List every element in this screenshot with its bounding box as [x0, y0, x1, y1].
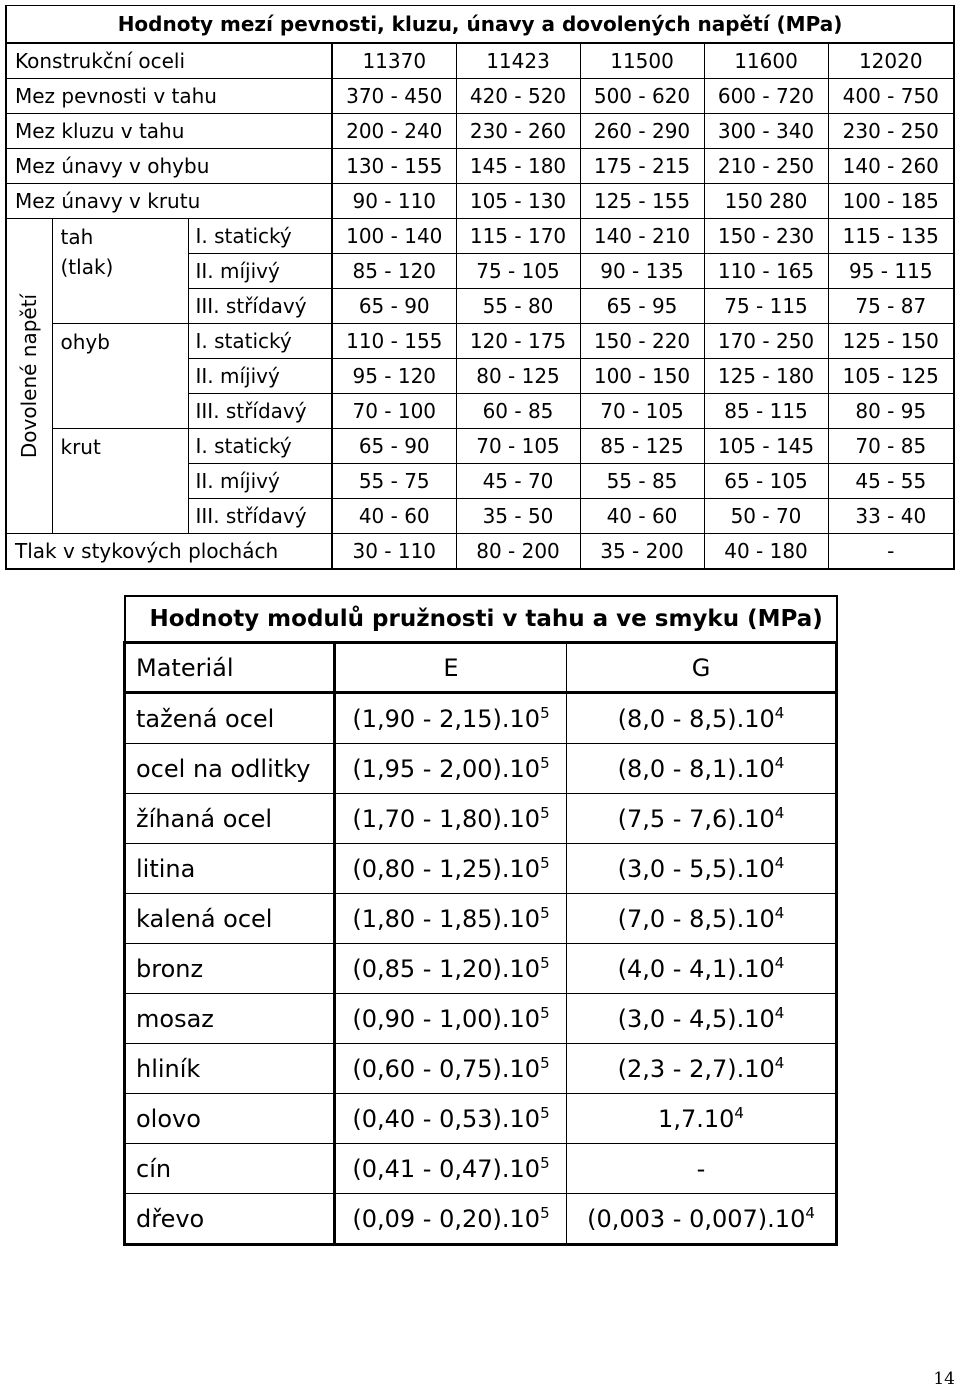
table-cell: 40 - 60: [332, 499, 456, 534]
value-exponent: 4: [774, 953, 785, 972]
value-base: (0,41 - 0,47).10: [352, 1154, 541, 1183]
table-cell: 40 - 180: [704, 534, 828, 570]
table-row: [6, 219, 954, 254]
modulus-g: [567, 794, 837, 844]
load-type-label: [52, 324, 188, 429]
table-row: [6, 149, 954, 184]
table-title-row: [125, 596, 837, 643]
table-row: [6, 429, 954, 464]
header-steel: 12020: [828, 43, 954, 79]
page-number: 14: [933, 1369, 955, 1389]
table-cell: 210 - 250: [704, 149, 828, 184]
table-row: [125, 994, 837, 1044]
table-cell: 125 - 150: [828, 324, 954, 359]
load-level: I. statický: [188, 219, 332, 254]
value-exponent: 4: [774, 803, 785, 822]
value-exponent: 4: [774, 703, 785, 722]
value-exponent: 5: [540, 953, 550, 972]
header-steel: 11370: [332, 43, 456, 79]
value-exponent: 5: [540, 1003, 550, 1022]
value-base: (1,95 - 2,00).10: [352, 754, 541, 783]
table-row: [6, 534, 954, 570]
table-cell: 100 - 185: [828, 184, 954, 219]
modulus-g: [567, 1094, 837, 1144]
modulus-e: [335, 1094, 567, 1144]
table-row: [125, 1044, 837, 1094]
value-base: (8,0 - 8,5).10: [617, 704, 775, 733]
table-cell: 75 - 115: [704, 289, 828, 324]
value-base: (1,80 - 1,85).10: [352, 904, 541, 933]
value-exponent: 5: [540, 903, 550, 922]
row-label: Mez pevnosti v tahu: [6, 79, 332, 114]
value-base: (0,80 - 1,25).10: [352, 854, 541, 883]
value-exponent: 4: [774, 1053, 785, 1072]
load-level: II. míjivý: [188, 254, 332, 289]
value-base: (1,70 - 1,80).10: [352, 804, 541, 833]
table-cell: 600 - 720: [704, 79, 828, 114]
value-base: (8,0 - 8,1).10: [617, 754, 775, 783]
load-level: I. statický: [188, 429, 332, 464]
modulus-e: [335, 1194, 567, 1245]
value-base: (0,85 - 1,20).10: [352, 954, 541, 983]
table-cell: 420 - 520: [456, 79, 580, 114]
table-cell: 95 - 115: [828, 254, 954, 289]
table-row: [125, 794, 837, 844]
table-cell: 55 - 80: [456, 289, 580, 324]
table-cell: 90 - 135: [580, 254, 704, 289]
material-name: kalená ocel: [125, 894, 335, 944]
modulus-g: [567, 1194, 837, 1245]
table-row: [6, 114, 954, 149]
table-cell: 95 - 120: [332, 359, 456, 394]
table-title: Hodnoty mezí pevnosti, kluzu, únavy a dovolených napětí (MPa): [6, 6, 954, 44]
header-label: Konstrukční oceli: [6, 43, 332, 79]
material-name: dřevo: [125, 1194, 335, 1245]
modulus-g: [567, 844, 837, 894]
modulus-e: [335, 744, 567, 794]
header-steel: 11423: [456, 43, 580, 79]
material-name: hliník: [125, 1044, 335, 1094]
table-row: [125, 944, 837, 994]
value-exponent: 4: [734, 1103, 744, 1122]
table-cell: 55 - 75: [332, 464, 456, 499]
table-row: [125, 1144, 837, 1194]
table-cell: 110 - 165: [704, 254, 828, 289]
value-exponent: 4: [774, 1003, 785, 1022]
modulus-e: [335, 693, 567, 744]
modulus-g: [567, 994, 837, 1044]
table-cell: 70 - 105: [580, 394, 704, 429]
table-cell: 260 - 290: [580, 114, 704, 149]
modulus-e: [335, 994, 567, 1044]
allowed-stress-label: [6, 219, 52, 534]
table-cell: 100 - 150: [580, 359, 704, 394]
table-row: [6, 324, 954, 359]
row-label: Mez únavy v krutu: [6, 184, 332, 219]
table-cell: 120 - 175: [456, 324, 580, 359]
table-cell: 85 - 115: [704, 394, 828, 429]
table-cell: 230 - 260: [456, 114, 580, 149]
value-base: (7,0 - 8,5).10: [617, 904, 775, 933]
modulus-g: [567, 1144, 837, 1194]
table-cell: 100 - 140: [332, 219, 456, 254]
value-exponent: 4: [805, 1203, 815, 1222]
value-exponent: 5: [540, 1053, 550, 1072]
value-exponent: 4: [774, 903, 785, 922]
table-header-row: [6, 43, 954, 79]
table-cell: 90 - 110: [332, 184, 456, 219]
table-cell: 45 - 55: [828, 464, 954, 499]
table-cell: 300 - 340: [704, 114, 828, 149]
modulus-g: [567, 1044, 837, 1094]
table-row: [6, 184, 954, 219]
value-exponent: 5: [540, 1153, 550, 1172]
modulus-e: [335, 844, 567, 894]
table-cell: 170 - 250: [704, 324, 828, 359]
table-cell: 80 - 125: [456, 359, 580, 394]
value-exponent: 4: [774, 753, 785, 772]
material-name: tažená ocel: [125, 693, 335, 744]
row-label: Tlak v stykových plochách: [6, 534, 332, 570]
value-base: (0,003 - 0,007).10: [587, 1204, 806, 1233]
value-exponent: 5: [540, 703, 550, 722]
table-cell: 105 - 125: [828, 359, 954, 394]
material-name: mosaz: [125, 994, 335, 1044]
material-name: bronz: [125, 944, 335, 994]
table-cell: 230 - 250: [828, 114, 954, 149]
value-exponent: 5: [540, 1203, 550, 1222]
table-cell: 80 - 200: [456, 534, 580, 570]
value-base: (1,90 - 2,15).10: [352, 704, 541, 733]
table-cell: 65 - 90: [332, 429, 456, 464]
table-cell: 150 280: [704, 184, 828, 219]
table-cell: 35 - 200: [580, 534, 704, 570]
table-cell: 150 - 230: [704, 219, 828, 254]
modulus-e: [335, 1044, 567, 1094]
table-row: [125, 693, 837, 744]
row-label: Mez kluzu v tahu: [6, 114, 332, 149]
modulus-g: [567, 693, 837, 744]
table-cell: 65 - 90: [332, 289, 456, 324]
value-base: -: [696, 1154, 706, 1183]
header-steel: 11500: [580, 43, 704, 79]
table-cell: 140 - 260: [828, 149, 954, 184]
table-cell: 105 - 145: [704, 429, 828, 464]
table-cell: 130 - 155: [332, 149, 456, 184]
table-title: Hodnoty modulů pružnosti v tahu a ve smyku (MPa): [125, 596, 837, 643]
table-cell: 55 - 85: [580, 464, 704, 499]
table-cell: 105 - 130: [456, 184, 580, 219]
modulus-g: [567, 744, 837, 794]
table-cell: 110 - 155: [332, 324, 456, 359]
table-cell: 70 - 105: [456, 429, 580, 464]
modulus-e: [335, 1144, 567, 1194]
load-type-line: tah: [60, 225, 94, 249]
table-cell: 175 - 215: [580, 149, 704, 184]
table-cell: 200 - 240: [332, 114, 456, 149]
material-name: olovo: [125, 1094, 335, 1144]
load-level: I. statický: [188, 324, 332, 359]
row-label: Mez únavy v ohybu: [6, 149, 332, 184]
value-base: (0,09 - 0,20).10: [352, 1204, 541, 1233]
load-type-line: (tlak): [60, 255, 114, 279]
table-cell: 45 - 70: [456, 464, 580, 499]
table-cell: 370 - 450: [332, 79, 456, 114]
table-cell: 50 - 70: [704, 499, 828, 534]
load-level: II. míjivý: [188, 359, 332, 394]
value-base: (3,0 - 4,5).10: [617, 1004, 775, 1033]
table-header-row: [125, 643, 837, 693]
load-type-label: [52, 219, 188, 324]
modulus-g: [567, 944, 837, 994]
table-cell: 80 - 95: [828, 394, 954, 429]
table-cell: 65 - 95: [580, 289, 704, 324]
table-cell: 145 - 180: [456, 149, 580, 184]
value-exponent: 4: [774, 853, 785, 872]
modulus-e: [335, 894, 567, 944]
table-cell: 125 - 155: [580, 184, 704, 219]
load-type-line: krut: [60, 435, 101, 459]
strength-table: [5, 5, 953, 570]
table-row: [125, 744, 837, 794]
table-cell: 115 - 135: [828, 219, 954, 254]
table-row: [6, 79, 954, 114]
value-exponent: 5: [540, 1103, 550, 1122]
material-name: cín: [125, 1144, 335, 1194]
allowed-stress-text: Dovolené napětí: [17, 293, 42, 459]
header-e: E: [335, 643, 567, 693]
table-cell: 30 - 110: [332, 534, 456, 570]
value-base: (3,0 - 5,5).10: [617, 854, 775, 883]
table-row: [125, 894, 837, 944]
load-level: III. střídavý: [188, 289, 332, 324]
material-name: ocel na odlitky: [125, 744, 335, 794]
material-name: litina: [125, 844, 335, 894]
table-cell: 400 - 750: [828, 79, 954, 114]
header-g: G: [567, 643, 837, 693]
table-cell: 35 - 50: [456, 499, 580, 534]
material-name: žíhaná ocel: [125, 794, 335, 844]
load-level: III. střídavý: [188, 394, 332, 429]
table-cell: 85 - 120: [332, 254, 456, 289]
value-base: (2,3 - 2,7).10: [617, 1054, 775, 1083]
value-base: 1,7.10: [658, 1104, 735, 1133]
header-steel: 11600: [704, 43, 828, 79]
table-row: [125, 844, 837, 894]
modulus-g: [567, 894, 837, 944]
load-level: III. střídavý: [188, 499, 332, 534]
value-base: (0,90 - 1,00).10: [352, 1004, 541, 1033]
table-cell: 115 - 170: [456, 219, 580, 254]
value-base: (0,40 - 0,53).10: [352, 1104, 541, 1133]
modulus-e: [335, 944, 567, 994]
value-base: (0,60 - 0,75).10: [352, 1054, 541, 1083]
value-exponent: 5: [540, 753, 550, 772]
table-cell: 85 - 125: [580, 429, 704, 464]
modulus-e: [335, 794, 567, 844]
value-exponent: 5: [540, 853, 550, 872]
load-type-label: [52, 429, 188, 534]
value-base: (7,5 - 7,6).10: [617, 804, 775, 833]
table-cell: 40 - 60: [580, 499, 704, 534]
load-level: II. míjivý: [188, 464, 332, 499]
table-cell: 500 - 620: [580, 79, 704, 114]
table-row: [125, 1094, 837, 1144]
table-cell: 150 - 220: [580, 324, 704, 359]
modulus-table: [123, 595, 835, 1246]
table-cell: 60 - 85: [456, 394, 580, 429]
table-cell: 70 - 85: [828, 429, 954, 464]
table-cell: 75 - 87: [828, 289, 954, 324]
load-type-line: ohyb: [60, 330, 110, 354]
table-cell: 75 - 105: [456, 254, 580, 289]
table-cell: 125 - 180: [704, 359, 828, 394]
table-cell: 70 - 100: [332, 394, 456, 429]
table-cell: 65 - 105: [704, 464, 828, 499]
value-exponent: 5: [540, 803, 550, 822]
table-cell: 33 - 40: [828, 499, 954, 534]
value-base: (4,0 - 4,1).10: [617, 954, 775, 983]
table-cell: 140 - 210: [580, 219, 704, 254]
table-row: [125, 1194, 837, 1245]
header-material: Materiál: [125, 643, 335, 693]
table-title-row: [6, 6, 954, 44]
table-cell: -: [828, 534, 954, 570]
